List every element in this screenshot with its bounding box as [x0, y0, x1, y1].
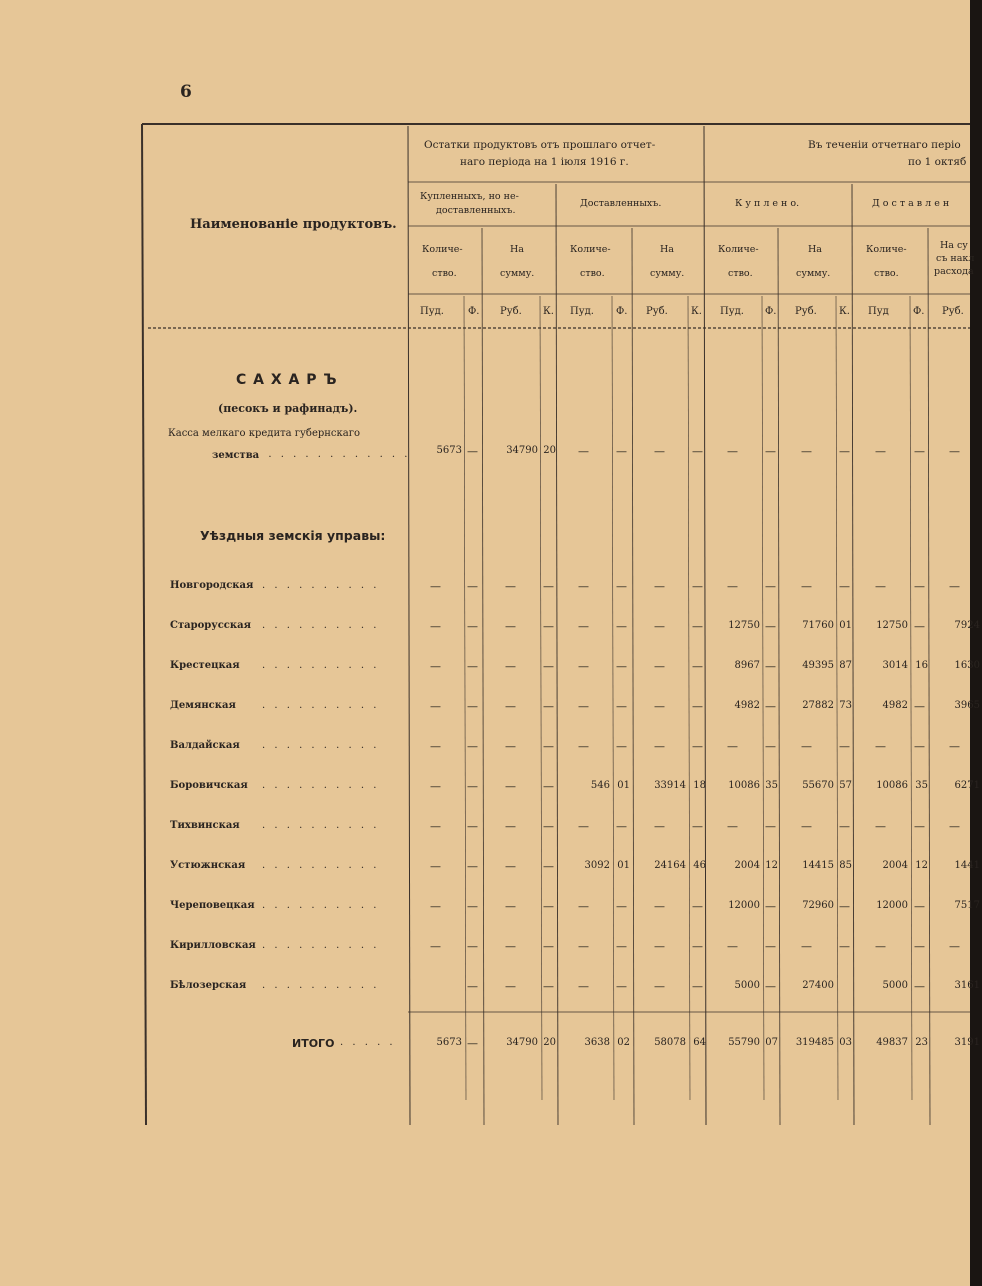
- table-cell: —: [616, 580, 627, 593]
- table-cell: —: [578, 700, 589, 713]
- table-cell: —: [430, 940, 441, 953]
- table-cell: —: [949, 740, 960, 753]
- table-cell: —: [801, 820, 812, 833]
- table-cell: —: [467, 580, 478, 593]
- sum-header-2a: На: [660, 244, 674, 255]
- qty-header-4b: ство.: [874, 268, 899, 279]
- table-cell: —: [430, 860, 441, 873]
- table-cell: —: [467, 820, 478, 833]
- table-cell: —: [949, 445, 960, 458]
- qty-header-2b: ство.: [580, 268, 605, 279]
- table-cell: —: [801, 445, 812, 458]
- table-cell: —: [543, 820, 554, 833]
- table-cell: —: [430, 580, 441, 593]
- table-cell: —: [616, 740, 627, 753]
- table-cell: —: [839, 940, 850, 953]
- table-cell: —: [949, 580, 960, 593]
- table-cell: 24164: [654, 860, 686, 871]
- table-cell: —: [765, 445, 776, 458]
- table-cell: 546: [590, 780, 610, 791]
- table-cell: 3638: [584, 1037, 610, 1048]
- table-cell: —: [467, 620, 478, 633]
- table-cell: 20: [543, 1037, 556, 1048]
- header-group1-line2: наго періода на 1 іюля 1916 г.: [460, 156, 629, 168]
- table-cell: —: [654, 900, 665, 913]
- table-cell: —: [543, 660, 554, 673]
- table-cell: —: [875, 740, 886, 753]
- table-cell: —: [765, 620, 776, 633]
- table-cell: 3965: [954, 700, 980, 711]
- table-cell: 27882: [802, 700, 834, 711]
- table-cell: —: [949, 940, 960, 953]
- table-cell: —: [692, 980, 703, 993]
- table-cell: —: [727, 740, 738, 753]
- table-cell: —: [765, 900, 776, 913]
- table-cell: 55790: [728, 1037, 760, 1048]
- table-cell: —: [578, 940, 589, 953]
- table-cell: 4982: [734, 700, 760, 711]
- unit-rub-1: Руб.: [500, 306, 522, 317]
- table-cell: —: [543, 620, 554, 633]
- table-cell: —: [430, 620, 441, 633]
- table-cell: —: [543, 700, 554, 713]
- table-cell: —: [467, 740, 478, 753]
- table-cell: 3191: [954, 1037, 980, 1048]
- table-cell: —: [616, 700, 627, 713]
- row-label: Валдайская: [170, 740, 240, 751]
- table-cell: —: [616, 900, 627, 913]
- table-cell: 5673: [436, 445, 462, 456]
- table-cell: —: [616, 660, 627, 673]
- dot-leader: . . . . . . . . . .: [262, 580, 380, 591]
- dot-leader: . . . . .: [340, 1037, 396, 1048]
- dot-leader: . . . . . . . . . .: [262, 780, 380, 791]
- row-label: Бѣлозерская: [170, 980, 247, 991]
- section-title: С А Х А Р Ъ: [236, 372, 338, 388]
- table-cell: —: [430, 660, 441, 673]
- unit-f-2: Ф.: [616, 306, 628, 317]
- table-cell: 6271: [954, 780, 980, 791]
- table-cell: 57: [839, 780, 852, 791]
- table-cell: —: [467, 860, 478, 873]
- table-cell: —: [727, 445, 738, 458]
- table-cell: 10086: [728, 780, 760, 791]
- table-cell: 33914: [654, 780, 686, 791]
- subheader-delivered: Доставленныхъ.: [580, 198, 662, 209]
- table-cell: —: [839, 900, 850, 913]
- table-cell: 34790: [506, 1037, 538, 1048]
- table-cell: —: [692, 900, 703, 913]
- dot-leader: . . . . . . . . . .: [262, 860, 380, 871]
- table-cell: —: [875, 820, 886, 833]
- table-cell: —: [914, 940, 925, 953]
- table-cell: —: [914, 820, 925, 833]
- table-cell: 73: [839, 700, 852, 711]
- table-cell: 4982: [882, 700, 908, 711]
- table-cell: 64: [693, 1037, 706, 1048]
- table-cell: 49395: [802, 660, 834, 671]
- row-label: Новгородская: [170, 580, 254, 591]
- table-cell: —: [654, 940, 665, 953]
- table-cell: 3092: [584, 860, 610, 871]
- table-cell: 20: [543, 445, 556, 456]
- sum-last-c: расхода: [934, 266, 974, 277]
- sum-header-1b: сумму.: [500, 268, 535, 279]
- table-cell: 12750: [728, 620, 760, 631]
- table-cell: —: [543, 580, 554, 593]
- table-cell: —: [765, 940, 776, 953]
- table-cell: —: [505, 740, 516, 753]
- table-cell: 14415: [802, 860, 834, 871]
- table-cell: —: [505, 660, 516, 673]
- table-cell: —: [765, 820, 776, 833]
- table-cell: 3014: [882, 660, 908, 671]
- table-cell: —: [654, 580, 665, 593]
- qty-header-2a: Количе-: [570, 244, 611, 255]
- table-cell: 5000: [734, 980, 760, 991]
- row-label: Устюжнская: [170, 860, 246, 871]
- table-cell: 27400: [802, 980, 834, 991]
- table-cell: —: [505, 780, 516, 793]
- table-cell: —: [467, 780, 478, 793]
- table-cell: 85: [839, 860, 852, 871]
- table-cell: —: [765, 740, 776, 753]
- table-cell: —: [875, 445, 886, 458]
- dot-leader: . . . . . . . . . .: [262, 700, 380, 711]
- table-cell: 49837: [876, 1037, 908, 1048]
- unit-f-4: Ф.: [913, 306, 925, 317]
- table-cell: 35: [765, 780, 778, 791]
- table-cell: 07: [765, 1037, 778, 1048]
- table-cell: —: [692, 740, 703, 753]
- page-number: 6: [180, 82, 192, 102]
- table-cell: —: [765, 700, 776, 713]
- table-cell: —: [543, 980, 554, 993]
- table-cell: —: [616, 980, 627, 993]
- table-cell: —: [914, 900, 925, 913]
- table-cell: —: [914, 980, 925, 993]
- dot-leader: . . . . . . . . . .: [262, 820, 380, 831]
- table-cell: —: [839, 445, 850, 458]
- row-label: Боровичская: [170, 780, 248, 791]
- sum-header-3b: сумму.: [796, 268, 831, 279]
- table-cell: —: [467, 980, 478, 993]
- sum-last-b: съ накл: [936, 253, 975, 264]
- table-cell: 1441: [954, 860, 980, 871]
- unit-k-1: К.: [543, 306, 554, 317]
- row-label: Тихвинская: [170, 820, 240, 831]
- table-cell: —: [654, 620, 665, 633]
- dot-leader: . . . . . . . . . .: [262, 660, 380, 671]
- table-cell: —: [578, 445, 589, 458]
- table-cell: —: [467, 940, 478, 953]
- table-cell: 2004: [882, 860, 908, 871]
- dot-leader: . . . . . . . . . .: [262, 940, 380, 951]
- table-cell: —: [765, 660, 776, 673]
- kassa-line2: земства: [212, 450, 260, 461]
- table-cell: —: [616, 820, 627, 833]
- table-cell: —: [801, 580, 812, 593]
- dot-leader: . . . . . . . . . .: [262, 620, 380, 631]
- unit-pud-2: Пуд.: [570, 306, 594, 317]
- table-cell: 1630: [954, 660, 980, 671]
- header-group2-line2: по 1 октяб: [908, 156, 967, 168]
- table-cell: 16: [915, 660, 928, 671]
- table-cell: 5673: [436, 1037, 462, 1048]
- table-cell: 01: [617, 860, 630, 871]
- table-cell: —: [914, 620, 925, 633]
- table-cell: —: [505, 900, 516, 913]
- dot-leader: . . . . . . . . . .: [262, 740, 380, 751]
- table-cell: 7517: [954, 900, 980, 911]
- table-cell: —: [914, 740, 925, 753]
- header-group1-line1: Остатки продуктовъ отъ прошлаго отчет-: [424, 139, 656, 151]
- table-cell: —: [801, 940, 812, 953]
- subheader-bought-undelivered-2: доставленныхъ.: [436, 205, 516, 216]
- table-cell: 01: [839, 620, 852, 631]
- table-cell: —: [505, 580, 516, 593]
- table-cell: 02: [617, 1037, 630, 1048]
- table-cell: —: [692, 580, 703, 593]
- unit-pud-3: Пуд.: [720, 306, 744, 317]
- table-cell: —: [875, 940, 886, 953]
- table-cell: —: [654, 445, 665, 458]
- table-cell: —: [839, 740, 850, 753]
- table-cell: —: [578, 740, 589, 753]
- table-cell: 12000: [728, 900, 760, 911]
- sum-last-a: На су: [940, 240, 968, 251]
- table-cell: —: [692, 820, 703, 833]
- table-cell: —: [505, 820, 516, 833]
- table-cell: 8967: [734, 660, 760, 671]
- table-cell: —: [654, 700, 665, 713]
- table-cell: —: [467, 660, 478, 673]
- table-cell: —: [578, 620, 589, 633]
- sum-header-1a: На: [510, 244, 524, 255]
- table-cell: —: [430, 700, 441, 713]
- qty-header-1a: Количе-: [422, 244, 463, 255]
- table-cell: —: [505, 940, 516, 953]
- table-cell: —: [914, 445, 925, 458]
- unit-k-3: К.: [839, 306, 850, 317]
- table-cell: 10086: [876, 780, 908, 791]
- unit-rub-4: Руб.: [942, 306, 964, 317]
- table-cell: —: [543, 860, 554, 873]
- unit-pud-4: Пуд: [868, 306, 889, 317]
- table-cell: —: [505, 860, 516, 873]
- table-cell: —: [578, 820, 589, 833]
- table-cell: —: [839, 580, 850, 593]
- table-cell: —: [543, 740, 554, 753]
- section-subtitle: (песокъ и рафинадъ).: [218, 402, 358, 415]
- table-cell: 23: [915, 1037, 928, 1048]
- dot-leader: . . . . . . . . . .: [262, 900, 380, 911]
- table-cell: —: [692, 700, 703, 713]
- dot-leader: . . . . . . . . . . . . .: [256, 449, 411, 460]
- table-cell: 2004: [734, 860, 760, 871]
- table-cell: —: [839, 820, 850, 833]
- table-cell: —: [727, 940, 738, 953]
- table-cell: —: [914, 700, 925, 713]
- table-cell: —: [430, 740, 441, 753]
- unit-k-2: К.: [691, 306, 702, 317]
- table-cell: 7924: [954, 620, 980, 631]
- table-cell: 55670: [802, 780, 834, 791]
- table-cell: —: [692, 620, 703, 633]
- table-cell: 12: [765, 860, 778, 871]
- row-label: Крестецкая: [170, 660, 240, 671]
- table-cell: —: [801, 740, 812, 753]
- unit-pud-1: Пуд.: [420, 306, 444, 317]
- table-cell: —: [765, 580, 776, 593]
- table-cell: —: [505, 620, 516, 633]
- table-cell: —: [949, 820, 960, 833]
- table-cell: —: [430, 820, 441, 833]
- table-cell: —: [616, 445, 627, 458]
- table-cell: —: [543, 900, 554, 913]
- row-label: Старорусская: [170, 620, 251, 631]
- row-label: Кирилловская: [170, 940, 256, 951]
- table-cell: —: [543, 940, 554, 953]
- table-cell: —: [578, 900, 589, 913]
- column-header-name: Наименованіе продуктовъ.: [190, 217, 397, 232]
- table-cell: —: [727, 820, 738, 833]
- qty-header-1b: ство.: [432, 268, 457, 279]
- table-cell: 12750: [876, 620, 908, 631]
- table-cell: —: [692, 445, 703, 458]
- table-cell: —: [654, 740, 665, 753]
- table-cell: 12000: [876, 900, 908, 911]
- sum-header-3a: На: [808, 244, 822, 255]
- table-cell: —: [505, 700, 516, 713]
- table-cell: —: [727, 580, 738, 593]
- table-cell: —: [505, 980, 516, 993]
- table-cell: 58078: [654, 1037, 686, 1048]
- table-cell: —: [467, 1037, 478, 1050]
- table-cell: 34790: [506, 445, 538, 456]
- table-cell: —: [467, 700, 478, 713]
- qty-header-3b: ство.: [728, 268, 753, 279]
- unit-rub-2: Руб.: [646, 306, 668, 317]
- table-cell: 01: [617, 780, 630, 791]
- table-cell: —: [654, 820, 665, 833]
- table-cell: 319485: [795, 1037, 834, 1048]
- row-label: ИТОГО: [292, 1037, 335, 1050]
- unit-f-3: Ф.: [765, 306, 777, 317]
- unit-rub-3: Руб.: [795, 306, 817, 317]
- subheader-delivered-2: Д о с т а в л е н: [872, 198, 950, 209]
- qty-header-4a: Количе-: [866, 244, 907, 255]
- table-cell: 03: [839, 1037, 852, 1048]
- table-cell: —: [765, 980, 776, 993]
- subheader-bought: К у п л е н о.: [735, 198, 800, 209]
- table-cell: —: [467, 900, 478, 913]
- subheader-bought-undelivered-1: Купленныхъ, но не-: [420, 191, 519, 202]
- table-cell: —: [654, 980, 665, 993]
- row-label: Череповецкая: [170, 900, 255, 911]
- table-cell: —: [430, 780, 441, 793]
- sum-header-2b: сумму.: [650, 268, 685, 279]
- table-cell: —: [430, 900, 441, 913]
- table-cell: —: [467, 445, 478, 458]
- table-cell: 87: [839, 660, 852, 671]
- table-cell: 72960: [802, 900, 834, 911]
- table-cell: 3161: [954, 980, 980, 991]
- table-cell: —: [654, 660, 665, 673]
- kassa-line1: Касса мелкаго кредита губернскаго: [168, 428, 361, 439]
- table-cell: —: [914, 580, 925, 593]
- table-cell: —: [875, 580, 886, 593]
- table-cell: —: [692, 940, 703, 953]
- table-cell: —: [616, 620, 627, 633]
- table-cell: 35: [915, 780, 928, 791]
- row-label: Демянская: [170, 700, 236, 711]
- table-cell: 12: [915, 860, 928, 871]
- uezd-title: Уѣздныя земскія управы:: [200, 528, 386, 543]
- table-cell: —: [578, 580, 589, 593]
- table-cell: 46: [693, 860, 706, 871]
- table-cell: —: [543, 780, 554, 793]
- header-group2-line1: Въ теченіи отчетнаго періо: [808, 139, 961, 151]
- table-cell: 5000: [882, 980, 908, 991]
- dot-leader: . . . . . . . . . .: [262, 980, 380, 991]
- table-cell: —: [578, 660, 589, 673]
- table-cell: 71760: [802, 620, 834, 631]
- table-cell: —: [692, 660, 703, 673]
- qty-header-3a: Количе-: [718, 244, 759, 255]
- table-cell: —: [578, 980, 589, 993]
- table-cell: 18: [693, 780, 706, 791]
- unit-f-1: Ф.: [468, 306, 480, 317]
- table-cell: —: [616, 940, 627, 953]
